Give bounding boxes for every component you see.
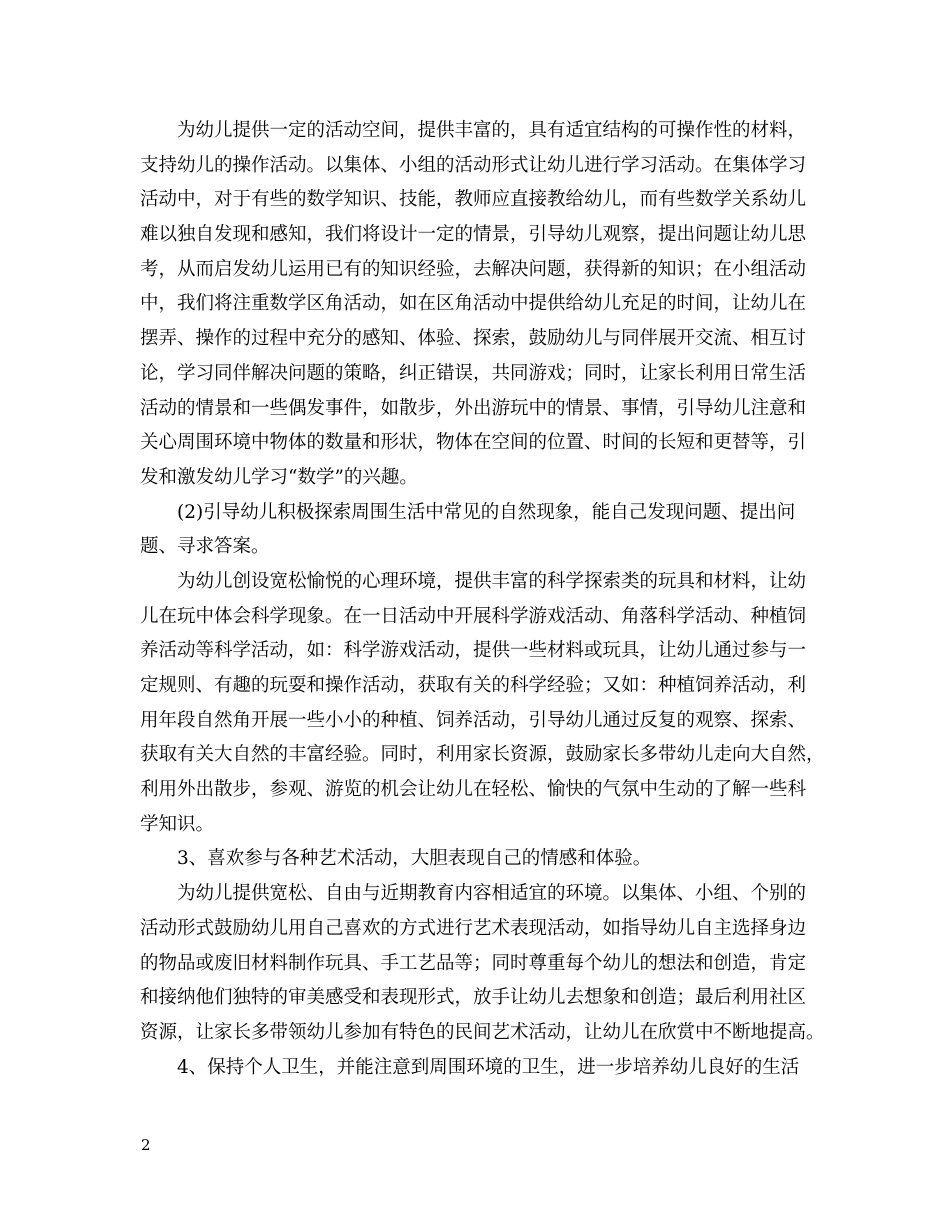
- paragraph-line: 活动中，对于有些的数学知识、技能，教师应直接教给幼儿，而有些数学关系幼儿: [140, 189, 807, 211]
- body-text: [140, 114, 825, 1085]
- paragraph-line: 资源，让家长多带领幼儿参加有特色的民间艺术活动，让幼儿在欣赏中不断地提高。: [140, 1021, 825, 1043]
- paragraph-line: 儿在玩中体会科学现象。在一日活动中开展科学游戏活动、角落科学活动、种植饲: [140, 605, 807, 627]
- paragraph-line: 的物品或废旧材料制作玩具、手工艺品等；同时尊重每个幼儿的想法和创造，肯定: [140, 952, 807, 974]
- paragraph-line: 关心周围环境中物体的数量和形状，物体在空间的位置、时间的长短和更替等，引: [140, 432, 807, 454]
- paragraph-line: 为幼儿创设宽松愉悦的心理环境，提供丰富的科学探索类的玩具和材料，让幼: [177, 570, 807, 592]
- paragraph-line: 中，我们将注重数学区角活动，如在区角活动中提供给幼儿充足的时间，让幼儿在: [140, 293, 807, 315]
- section-heading-line: 4、保持个人卫生，并能注意到周围环境的卫生，进一步培养幼儿良好的生活: [177, 1056, 800, 1078]
- paragraph-line: 用年段自然角开展一些小小的种植、饲养活动，引导幼儿通过反复的观察、探索、: [140, 709, 807, 731]
- paragraph-line: 养活动等科学活动，如：科学游戏活动，提供一些材料或玩具，让幼儿通过参与一: [140, 640, 807, 662]
- paragraph-line: 和接纳他们独特的审美感受和表现形式，放手让幼儿去想象和创造；最后利用社区: [140, 987, 807, 1009]
- paragraph-line: 论，学习同伴解决问题的策略，纠正错误，共同游戏；同时，让家长利用日常生活: [140, 362, 807, 384]
- paragraph-line: 利用外出散步，参观、游览的机会让幼儿在轻松、愉快的气氛中生动的了解一些科: [140, 779, 807, 801]
- paragraph-line: 发和激发幼儿学习“数学”的兴趣。: [140, 466, 418, 488]
- paragraph-line: 考，从而启发幼儿运用已有的知识经验，去解决问题，获得新的知识；在小组活动: [140, 258, 807, 280]
- paragraph-line: 为幼儿提供宽松、自由与近期教育内容相适宜的环境。以集体、小组、个别的: [177, 883, 807, 905]
- page-number: 2: [141, 1136, 151, 1154]
- paragraph-line: 活动形式鼓励幼儿用自己喜欢的方式进行艺术表现活动，如指导幼儿自主选择身边: [140, 917, 807, 939]
- paragraph-line: 学知识。: [140, 813, 215, 835]
- paragraph-line: 为幼儿提供一定的活动空间，提供丰富的，具有适宜结构的可操作性的材料，: [177, 120, 807, 141]
- section-heading-line: (2)引导幼儿积极探索周围生活中常见的自然现象，能自己发现问题、提出问: [177, 501, 796, 523]
- section-heading-line: 题、寻求答案。: [140, 536, 270, 558]
- paragraph-line: 定规则、有趣的玩耍和操作活动，获取有关的科学经验；又如：种植饲养活动，利: [140, 675, 807, 696]
- paragraph-line: 摆弄、操作的过程中充分的感知、体验、探索，鼓励幼儿与同伴展开交流、相互讨: [140, 328, 807, 350]
- paragraph-line: 获取有关大自然的丰富经验。同时，利用家长资源，鼓励家长多带幼儿走向大自然，: [140, 744, 825, 766]
- section-heading-line: 3、喜欢参与各种艺术活动，大胆表现自己的情感和体验。: [177, 848, 652, 870]
- paragraph-line: 活动的情景和一些偶发事件，如散步，外出游玩中的情景、事情，引导幼儿注意和: [140, 397, 807, 419]
- paragraph-line: 支持幼儿的操作活动。以集体、小组的活动形式让幼儿进行学习活动。在集体学习: [140, 154, 807, 176]
- paragraph-line: 难以独自发现和感知，我们将设计一定的情景，引导幼儿观察，提出问题让幼儿思: [140, 224, 807, 246]
